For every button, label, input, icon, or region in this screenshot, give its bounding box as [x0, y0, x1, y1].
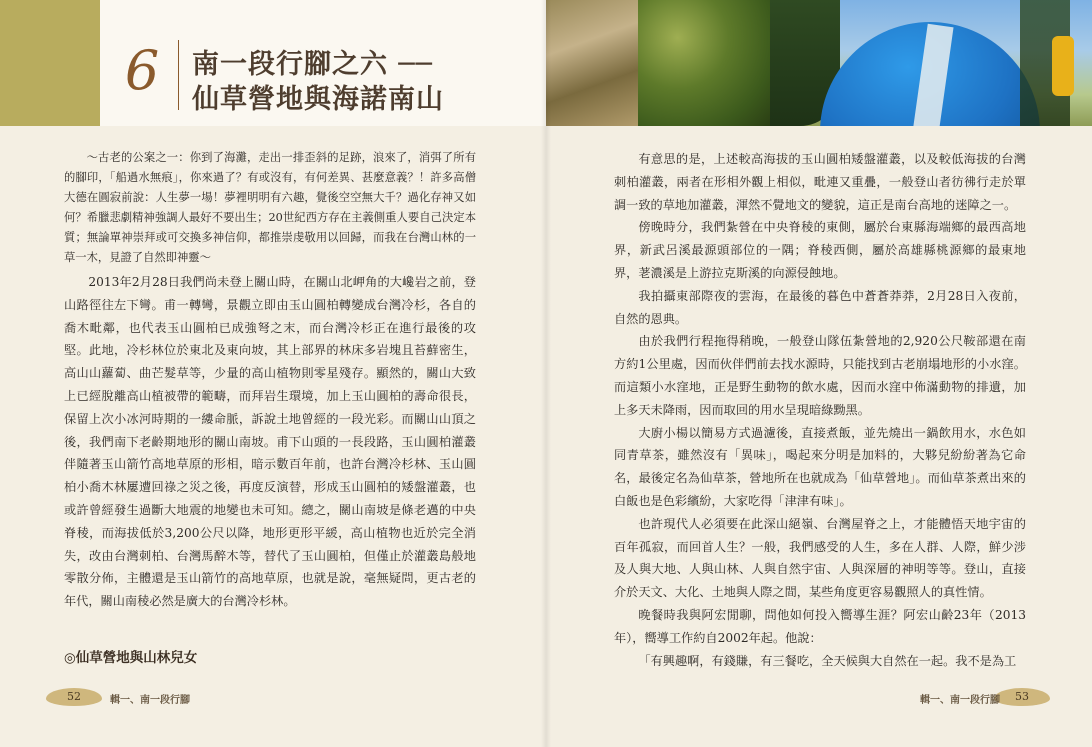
right-text-column — [614, 148, 1026, 672]
running-head-right: 輯一、南一段行腳 — [920, 695, 1000, 706]
epigraph-quote: ～古老的公案之一：你到了海灘，走出一排歪斜的足跡，浪來了，消弭了所有的腳印，「船過水無痕」，你來過了？有或沒有，有何差異、甚麼意義？！許多高僧大德在圓寂前說：人生夢一場！夢裡明明有六趣，覺後空空無大千？過化存神又如何？希臘悲劇精神強調人最好不要出生；20世紀西方存在主義側重人要自己決定本質；無論單神崇拜或可交換多神信仰，都推崇虔敬用以回歸，而我在台灣山林的一草一木，見證了自然即神靈～ — [64, 151, 476, 264]
shrub-photo — [638, 0, 770, 126]
chapter-divider — [178, 40, 179, 110]
chapter-title-line1: 南一段行腳之六 ── — [192, 49, 433, 80]
header-color-block — [0, 0, 100, 126]
book-gutter — [541, 0, 551, 747]
section-subheading: ◎仙草營地與山林兒女 — [64, 650, 198, 666]
right-paragraph: 晚餐時我與阿宏閒聊，問他如何投入嚮導生涯？阿宏山齡23年（2013年），嚮導工作約自2002年起。他說： — [614, 607, 1026, 645]
running-head-left: 輯一、南一段行腳 — [110, 695, 190, 706]
chapter-title-line2: 仙草營地與海諾南山 — [192, 84, 444, 115]
tent-photo — [770, 0, 1092, 126]
right-paragraph: 我拍攝東部際夜的雲海，在最後的暮色中蒼蒼莽莽，2月28日入夜前，自然的恩典。 — [614, 288, 1026, 326]
left-text-column — [64, 148, 476, 613]
right-paragraph: 有意思的是，上述較高海拔的玉山圓柏矮盤灌叢，以及較低海拔的台灣刺柏灌叢，兩者在形相外觀上相似，毗連又重疊，一般登山者彷彿行走於單調一致的草地加灌叢，渾然不覺地文的變貌，這正是南台高地的迷障之一。 — [614, 152, 1026, 212]
hiker-figure — [1052, 36, 1074, 96]
left-paragraph: 2013年2月28日我們尚未登上關山時，在關山北岬角的大巉岩之前，登山路徑往左下彎。甫一轉彎，景觀立即由玉山圓柏轉變成台灣冷杉，各自的喬木毗鄰，也代表玉山圓柏已成強弩之末，而台灣冷杉正在進行最後的攻堅。此地，冷杉林位於東北及東向坡，其上部界的林床多岩塊且苔蘚密生，高山山蘿蔔、曲芒髮草等，少量的高山植物則零星殘存。顯然的，關山大致上已經脫離高山植被帶的範疇，而拜岩生環境，加上玉山圓柏的壽命很長，保留上次小冰河時期的一縷命脈，訴說土地曾經的一段光彩。而關山山頂之後，我們南下老齡期地形的關山南坡。甫下山頭的一長段路，玉山圓柏灌叢伴隨著玉山箭竹高地草原的形相，暗示數百年前，也許台灣冷杉林、玉山圓柏小喬木林屢遭回祿之災之後，再度反演替，形成玉山圓柏的矮盤灌叢，也或許曾經發生過斷大地震的地變也未可知。總之，關山南坡是條老邁的中央脊稜，而海拔低於3,200公尺以降，地形更形平緩，高山植物也近於完全消失，改由台灣刺柏、台灣馬醉木等，替代了玉山圓柏，但僅止於灌叢島般地零散分佈，主體還是玉山箭竹的高地草原，也就是說，毫無疑問，更古老的年代，關山南稜必然是廣大的台灣冷杉林。 — [64, 275, 476, 609]
right-paragraph: 傍晚時分，我們紮營在中央脊稜的東側，屬於台東縣海端鄉的最西高地界，新武呂溪最源頭部位的一隅；脊稜西側，屬於高雄縣桃源鄉的最東地界，荖濃溪是上游拉克斯溪的向源侵蝕地。 — [614, 220, 1026, 280]
page-number-left: 52 — [67, 690, 81, 703]
right-paragraph: 由於我們行程拖得稍晚，一般登山隊伍紮營地的2,920公尺鞍部還在南方約1公里處，因而伙伴們前去找水源時，只能找到古老崩塌地形的小水窪。而這類小水窪地，正是野生動物的飲水處，因而水窪中佈滿動物的排遺，加上多天未降雨，因而取回的用水呈現暗綠黝黑。 — [614, 334, 1026, 417]
photo-strip — [546, 0, 1092, 126]
right-paragraph: 「有興趣啊，有錢賺，有三餐吃，全天候與大自然在一起。我不是為工 — [638, 653, 1017, 668]
grass-photo — [546, 0, 638, 126]
right-paragraph: 大廚小楊以簡易方式過濾後，直接煮飯，並先燒出一鍋飲用水，水色如同青草茶，雖然沒有「異味」，喝起來分明是加料的，大夥兒紛紛著為它命名，最後定名為仙草茶，營地所在也就成為「仙草營地」。而仙草茶煮出來的白飯也是色彩繽紛，大家吃得「津津有味」。 — [614, 425, 1026, 508]
page-number-right: 53 — [1015, 690, 1029, 703]
left-footer — [0, 686, 546, 708]
chapter-header — [0, 0, 546, 126]
chapter-number: 6 — [124, 39, 160, 102]
right-paragraph: 也許現代人必須要在此深山絕嶺、台灣屋脊之上，才能體悟天地宇宙的百年孤寂，而回首人生？一般，我們感受的人生，多在人群、人際，鮮少涉及人與大地、人與山林、人與自然宇宙、人與深層的神明等等。登山，直接介於天文、大化、土地與人際之間，某些角度更容易觀照人的真性情。 — [614, 516, 1026, 600]
